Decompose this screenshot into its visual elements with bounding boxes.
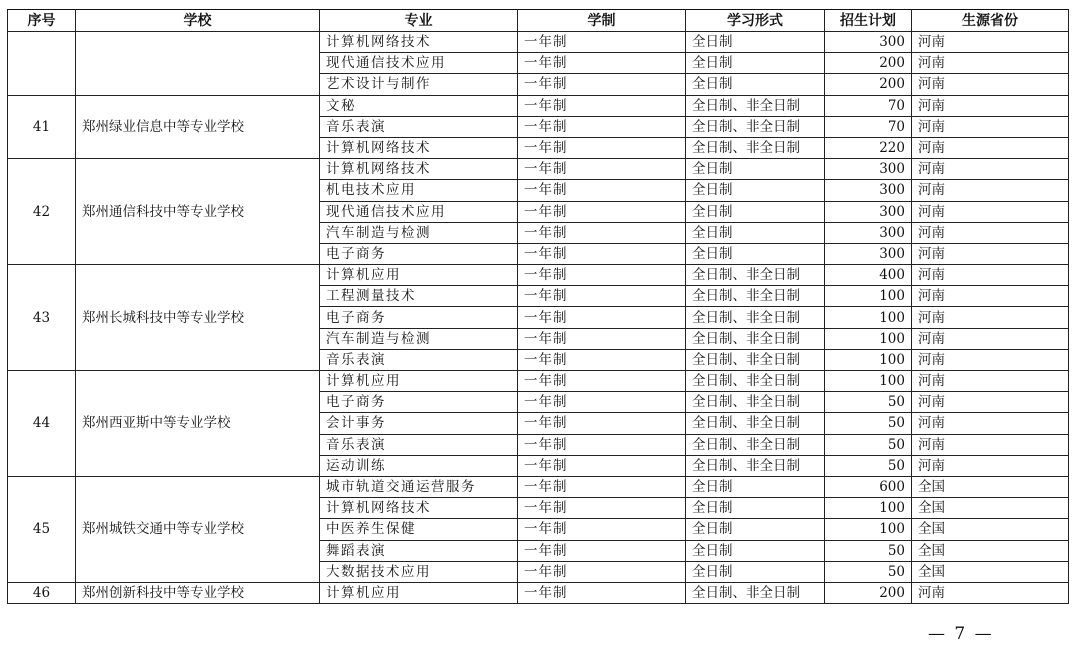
province-cell: 河南 <box>912 95 1069 116</box>
quota-cell: 300 <box>825 180 912 201</box>
study-form-cell: 全日制 <box>686 540 825 561</box>
enrollment-table <box>7 9 1069 604</box>
study-form-cell: 全日制 <box>686 53 825 74</box>
table-row <box>8 159 1069 180</box>
major-cell: 音乐表演 <box>320 116 518 137</box>
major-cell: 计算机应用 <box>320 582 518 603</box>
major-cell: 汽车制造与检测 <box>320 328 518 349</box>
table-row <box>8 371 1069 392</box>
quota-cell: 200 <box>825 53 912 74</box>
major-cell: 计算机网络技术 <box>320 159 518 180</box>
major-cell: 音乐表演 <box>320 434 518 455</box>
header-study-form: 学习形式 <box>686 10 825 32</box>
system-cell: 一年制 <box>518 180 686 201</box>
system-cell: 一年制 <box>518 32 686 53</box>
province-cell: 河南 <box>912 201 1069 222</box>
major-cell: 中医养生保健 <box>320 519 518 540</box>
major-cell: 计算机应用 <box>320 265 518 286</box>
major-cell: 舞蹈表演 <box>320 540 518 561</box>
seq-cell: 44 <box>8 371 76 477</box>
system-cell: 一年制 <box>518 328 686 349</box>
school-cell: 郑州西亚斯中等专业学校 <box>76 371 320 477</box>
province-cell: 河南 <box>912 392 1069 413</box>
system-cell: 一年制 <box>518 159 686 180</box>
province-cell: 全国 <box>912 561 1069 582</box>
province-cell: 河南 <box>912 371 1069 392</box>
study-form-cell: 全日制 <box>686 498 825 519</box>
table-row <box>8 95 1069 116</box>
system-cell: 一年制 <box>518 137 686 158</box>
system-cell: 一年制 <box>518 349 686 370</box>
system-cell: 一年制 <box>518 95 686 116</box>
quota-cell: 220 <box>825 137 912 158</box>
quota-cell: 50 <box>825 413 912 434</box>
study-form-cell: 全日制、非全日制 <box>686 413 825 434</box>
major-cell: 电子商务 <box>320 307 518 328</box>
system-cell: 一年制 <box>518 413 686 434</box>
study-form-cell: 全日制、非全日制 <box>686 95 825 116</box>
header-quota: 招生计划 <box>825 10 912 32</box>
system-cell: 一年制 <box>518 243 686 264</box>
quota-cell: 100 <box>825 328 912 349</box>
study-form-cell: 全日制 <box>686 201 825 222</box>
table-body <box>8 32 1069 604</box>
system-cell: 一年制 <box>518 434 686 455</box>
study-form-cell: 全日制、非全日制 <box>686 307 825 328</box>
major-cell: 现代通信技术应用 <box>320 53 518 74</box>
province-cell: 河南 <box>912 455 1069 476</box>
seq-cell: 45 <box>8 476 76 582</box>
system-cell: 一年制 <box>518 116 686 137</box>
study-form-cell: 全日制、非全日制 <box>686 455 825 476</box>
study-form-cell: 全日制 <box>686 561 825 582</box>
province-cell: 河南 <box>912 286 1069 307</box>
header-seq: 序号 <box>8 10 76 32</box>
system-cell: 一年制 <box>518 74 686 95</box>
header-province: 生源省份 <box>912 10 1069 32</box>
page-number: — 7 — <box>928 624 994 644</box>
study-form-cell: 全日制 <box>686 74 825 95</box>
system-cell: 一年制 <box>518 201 686 222</box>
study-form-cell: 全日制、非全日制 <box>686 137 825 158</box>
table-row <box>8 265 1069 286</box>
major-cell: 艺术设计与制作 <box>320 74 518 95</box>
table-row <box>8 582 1069 603</box>
major-cell: 电子商务 <box>320 392 518 413</box>
province-cell: 全国 <box>912 476 1069 497</box>
quota-cell: 50 <box>825 561 912 582</box>
system-cell: 一年制 <box>518 476 686 497</box>
major-cell: 计算机应用 <box>320 371 518 392</box>
seq-cell: 46 <box>8 582 76 603</box>
system-cell: 一年制 <box>518 53 686 74</box>
system-cell: 一年制 <box>518 540 686 561</box>
study-form-cell: 全日制 <box>686 159 825 180</box>
province-cell: 河南 <box>912 328 1069 349</box>
system-cell: 一年制 <box>518 286 686 307</box>
header-system: 学制 <box>518 10 686 32</box>
school-cell: 郑州长城科技中等专业学校 <box>76 265 320 371</box>
major-cell: 计算机网络技术 <box>320 498 518 519</box>
study-form-cell: 全日制 <box>686 180 825 201</box>
seq-cell <box>8 32 76 96</box>
major-cell: 汽车制造与检测 <box>320 222 518 243</box>
major-cell: 大数据技术应用 <box>320 561 518 582</box>
quota-cell: 300 <box>825 201 912 222</box>
major-cell: 城市轨道交通运营服务 <box>320 476 518 497</box>
system-cell: 一年制 <box>518 561 686 582</box>
study-form-cell: 全日制、非全日制 <box>686 371 825 392</box>
study-form-cell: 全日制 <box>686 476 825 497</box>
province-cell: 河南 <box>912 349 1069 370</box>
study-form-cell: 全日制 <box>686 243 825 264</box>
study-form-cell: 全日制、非全日制 <box>686 434 825 455</box>
major-cell: 现代通信技术应用 <box>320 201 518 222</box>
province-cell: 河南 <box>912 180 1069 201</box>
quota-cell: 300 <box>825 243 912 264</box>
province-cell: 河南 <box>912 582 1069 603</box>
major-cell: 工程测量技术 <box>320 286 518 307</box>
province-cell: 河南 <box>912 222 1069 243</box>
quota-cell: 100 <box>825 349 912 370</box>
study-form-cell: 全日制、非全日制 <box>686 286 825 307</box>
study-form-cell: 全日制、非全日制 <box>686 328 825 349</box>
province-cell: 全国 <box>912 519 1069 540</box>
major-cell: 机电技术应用 <box>320 180 518 201</box>
quota-cell: 200 <box>825 582 912 603</box>
major-cell: 计算机网络技术 <box>320 32 518 53</box>
header-school: 学校 <box>76 10 320 32</box>
quota-cell: 200 <box>825 74 912 95</box>
quota-cell: 300 <box>825 32 912 53</box>
study-form-cell: 全日制 <box>686 519 825 540</box>
school-cell <box>76 32 320 96</box>
seq-cell: 43 <box>8 265 76 371</box>
province-cell: 河南 <box>912 265 1069 286</box>
quota-cell: 100 <box>825 519 912 540</box>
major-cell: 电子商务 <box>320 243 518 264</box>
quota-cell: 600 <box>825 476 912 497</box>
study-form-cell: 全日制、非全日制 <box>686 349 825 370</box>
quota-cell: 100 <box>825 498 912 519</box>
school-cell: 郑州城铁交通中等专业学校 <box>76 476 320 582</box>
province-cell: 河南 <box>912 413 1069 434</box>
system-cell: 一年制 <box>518 392 686 413</box>
study-form-cell: 全日制 <box>686 222 825 243</box>
quota-cell: 100 <box>825 307 912 328</box>
province-cell: 河南 <box>912 307 1069 328</box>
quota-cell: 50 <box>825 434 912 455</box>
table-row <box>8 32 1069 53</box>
study-form-cell: 全日制、非全日制 <box>686 265 825 286</box>
system-cell: 一年制 <box>518 307 686 328</box>
major-cell: 会计事务 <box>320 413 518 434</box>
province-cell: 全国 <box>912 540 1069 561</box>
quota-cell: 50 <box>825 455 912 476</box>
system-cell: 一年制 <box>518 455 686 476</box>
school-cell: 郑州绿业信息中等专业学校 <box>76 95 320 159</box>
quota-cell: 300 <box>825 159 912 180</box>
province-cell: 河南 <box>912 74 1069 95</box>
province-cell: 河南 <box>912 53 1069 74</box>
quota-cell: 400 <box>825 265 912 286</box>
school-cell: 郑州通信科技中等专业学校 <box>76 159 320 265</box>
province-cell: 河南 <box>912 243 1069 264</box>
system-cell: 一年制 <box>518 519 686 540</box>
table-header-row <box>8 10 1069 32</box>
quota-cell: 50 <box>825 540 912 561</box>
major-cell: 音乐表演 <box>320 349 518 370</box>
province-cell: 河南 <box>912 116 1069 137</box>
province-cell: 河南 <box>912 159 1069 180</box>
province-cell: 全国 <box>912 498 1069 519</box>
quota-cell: 70 <box>825 116 912 137</box>
study-form-cell: 全日制 <box>686 32 825 53</box>
study-form-cell: 全日制、非全日制 <box>686 116 825 137</box>
seq-cell: 41 <box>8 95 76 159</box>
system-cell: 一年制 <box>518 498 686 519</box>
header-major: 专业 <box>320 10 518 32</box>
study-form-cell: 全日制、非全日制 <box>686 582 825 603</box>
province-cell: 河南 <box>912 137 1069 158</box>
quota-cell: 100 <box>825 286 912 307</box>
quota-cell: 50 <box>825 392 912 413</box>
major-cell: 运动训练 <box>320 455 518 476</box>
table-row <box>8 476 1069 497</box>
quota-cell: 70 <box>825 95 912 116</box>
system-cell: 一年制 <box>518 265 686 286</box>
study-form-cell: 全日制、非全日制 <box>686 392 825 413</box>
province-cell: 河南 <box>912 32 1069 53</box>
major-cell: 文秘 <box>320 95 518 116</box>
school-cell: 郑州创新科技中等专业学校 <box>76 582 320 603</box>
seq-cell: 42 <box>8 159 76 265</box>
system-cell: 一年制 <box>518 371 686 392</box>
system-cell: 一年制 <box>518 582 686 603</box>
province-cell: 河南 <box>912 434 1069 455</box>
system-cell: 一年制 <box>518 222 686 243</box>
quota-cell: 100 <box>825 371 912 392</box>
major-cell: 计算机网络技术 <box>320 137 518 158</box>
quota-cell: 300 <box>825 222 912 243</box>
